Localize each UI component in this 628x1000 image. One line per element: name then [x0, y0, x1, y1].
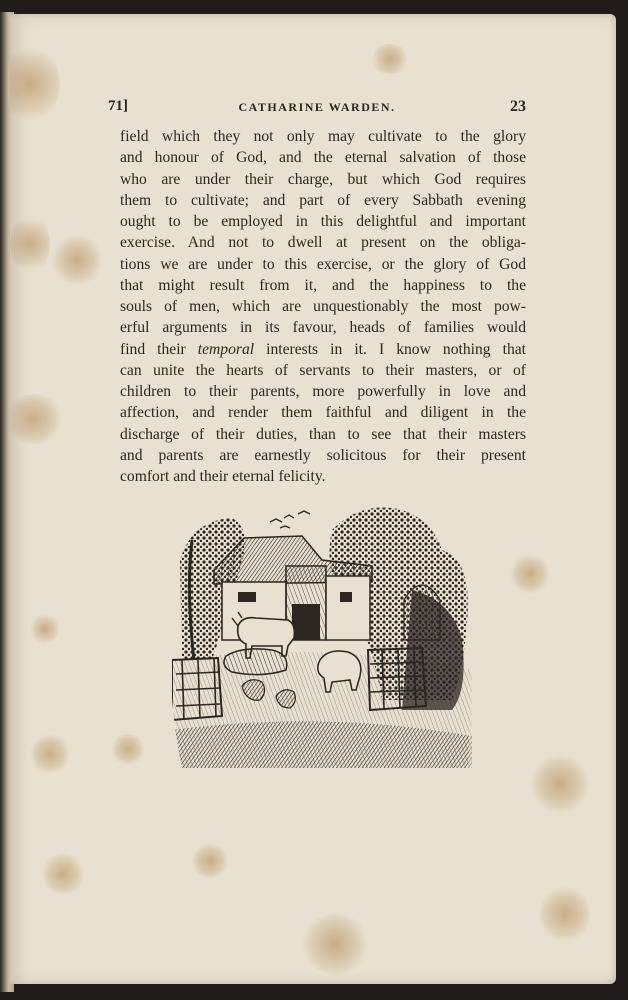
text-line: exercise. And not to dwell at present on the obliga-: [120, 234, 526, 252]
text-line: erful arguments in its favour, heads of families would: [120, 319, 526, 337]
section-number: 71]: [108, 98, 128, 114]
text-line: field which they not only may cultivate to the glory: [120, 128, 526, 145]
foxing-stain: [10, 44, 60, 124]
foxing-stain: [510, 554, 550, 594]
foxing-stain: [50, 236, 104, 284]
foxing-stain: [110, 734, 146, 764]
foxing-stain: [10, 394, 64, 444]
text-segment: find their: [120, 340, 198, 358]
text-line: and honour of God, and the eternal salvation of those: [120, 149, 526, 167]
text-line: souls of men, which are unquestionably the most pow-: [120, 298, 526, 315]
text-line: children to their parents, more powerfully in love and: [120, 383, 526, 400]
text-line: [120, 339, 526, 360]
foxing-stain: [370, 44, 410, 74]
text-line: tions we are under to this exercise, or the glory of God: [120, 255, 526, 273]
text-line: that might result from it, and the happiness to the: [120, 276, 526, 294]
foxing-stain: [300, 914, 370, 974]
running-header: [108, 98, 526, 118]
text-line: and parents are earnestly solicitous for their present: [120, 446, 526, 464]
foxing-stain: [530, 754, 590, 814]
text-line: comfort and their eternal felicity.: [120, 468, 326, 485]
foxing-stain: [190, 844, 230, 878]
foxing-stain: [30, 614, 60, 644]
foxing-stain: [30, 734, 70, 774]
foxing-stain: [10, 214, 50, 274]
foxing-stain: [540, 884, 590, 944]
running-title: CATHARINE WARDEN.: [238, 100, 396, 114]
body-paragraph: [120, 126, 526, 487]
page-number: 23: [510, 98, 526, 115]
farmyard-woodcut-icon: [172, 500, 472, 768]
text-line: them to cultivate; and part of every Sabbath evening: [120, 191, 526, 209]
text-line: can unite the hearts of servants to their masters, or of: [120, 361, 526, 379]
text-line: affection, and render them faithful and diligent in the: [120, 404, 526, 422]
foxing-stain: [40, 854, 86, 894]
text-line: discharge of their duties, than to see that their masters: [120, 425, 526, 443]
text-segment: interests in it. I know nothing that: [254, 340, 526, 358]
italic-word: temporal: [197, 340, 255, 358]
text-line: who are under their charge, but which God requires: [120, 170, 526, 188]
text-line: ought to be employed in this delightful and important: [120, 213, 526, 230]
